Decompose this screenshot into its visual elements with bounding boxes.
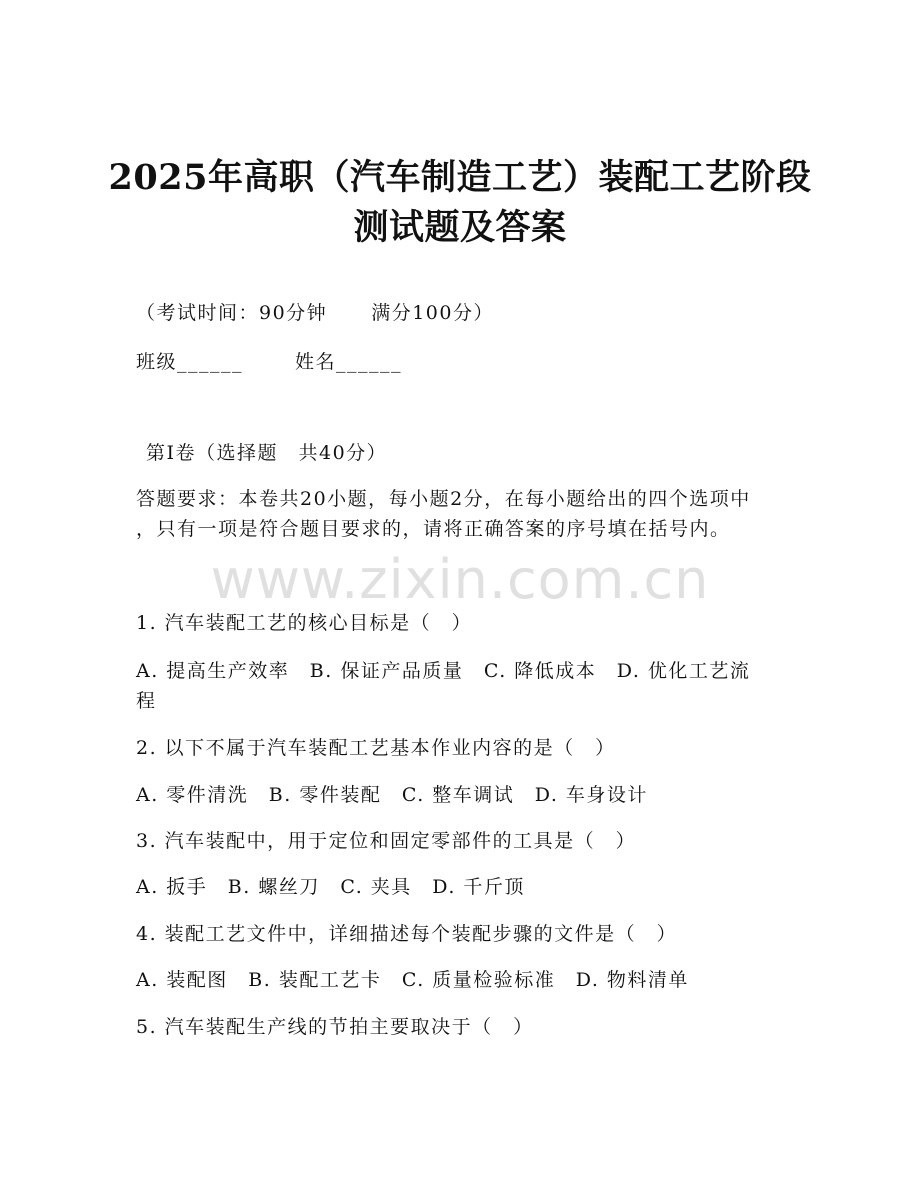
document-title-line-2: 测试题及答案	[353, 207, 567, 248]
question-options: A. 提高生产效率 B. 保证产品质量 C. 降低成本 D. 优化工艺流	[136, 660, 751, 682]
question-options-continued: 程	[136, 690, 157, 712]
question-options: A. 扳手 B. 螺丝刀 C. 夹具 D. 千斤顶	[136, 876, 525, 898]
question-stem: 5. 汽车装配生产线的节拍主要取决于（ ）	[136, 1016, 534, 1038]
exam-info	[136, 298, 796, 328]
question-stem: 4. 装配工艺文件中，详细描述每个装配步骤的文件是（ ）	[136, 923, 678, 945]
full-score: 满分100分）	[371, 302, 494, 324]
class-field: 班级______	[136, 351, 244, 373]
question-stem: 1. 汽车装配工艺的核心目标是（ ）	[136, 612, 473, 634]
document-title-line-1: 2025年高职（汽车制造工艺）装配工艺阶段	[108, 157, 812, 198]
exam-time: （考试时间：90分钟	[136, 302, 328, 324]
section-title: 第Ⅰ卷（选择题 共40分）	[146, 442, 388, 464]
student-info	[136, 347, 796, 377]
question-options: A. 装配图 B. 装配工艺卡 C. 质量检验标准 D. 物料清单	[136, 969, 689, 991]
instructions-line-2: ，只有一项是符合题目要求的，请将正确答案的序号填在括号内。	[136, 518, 731, 540]
instructions-line-1: 答题要求：本卷共20小题，每小题2分，在每小题给出的四个选项中	[136, 488, 751, 510]
question-options: A. 零件清洗 B. 零件装配 C. 整车调试 D. 车身设计	[136, 784, 648, 806]
question-stem: 3. 汽车装配中，用于定位和固定零部件的工具是（ ）	[136, 830, 637, 852]
watermark: www.zixin.com.cn	[210, 548, 710, 611]
question-stem: 2. 以下不属于汽车装配工艺基本作业内容的是（ ）	[136, 737, 616, 759]
name-field: 姓名______	[295, 351, 403, 373]
